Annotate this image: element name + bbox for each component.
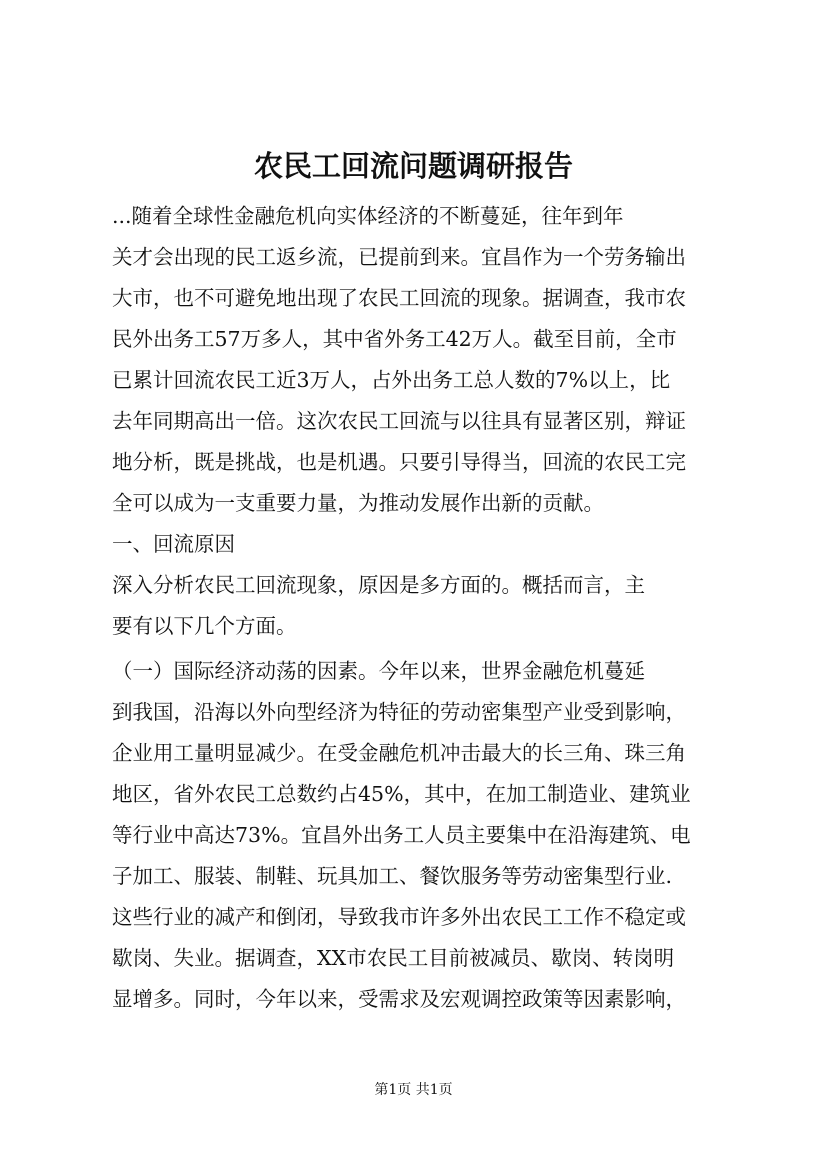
body-line: 大市，也不可避免地出现了农民工回流的现象。据调查，我市农 <box>112 286 686 310</box>
body-line: 显增多。同时，今年以来，受需求及宏观调控政策等因素影响， <box>112 987 686 1011</box>
body-line: 地分析，既是挑战，也是机遇。只要引导得当，回流的农民工完 <box>112 450 686 474</box>
body-line: 这些行业的减产和倒闭，导致我市许多外出农民工工作不稳定或 <box>112 905 686 929</box>
body-line: （一）国际经济动荡的因素。今年以来，世界金融危机蔓延 <box>112 659 645 683</box>
page-footer: 第1页 共1页 <box>374 1082 453 1098</box>
body-line: 歇岗、失业。据调查，XX市农民工目前被减员、歇岗、转岗明 <box>112 946 675 970</box>
section-heading: 一、回流原因 <box>112 532 235 556</box>
body-line: 子加工、服装、制鞋、玩具加工、餐饮服务等劳动密集型行业. <box>112 864 673 888</box>
document-body <box>112 196 732 1020</box>
body-line: 到我国，沿海以外向型经济为特征的劳动密集型产业受到影响， <box>112 700 686 724</box>
body-line: 深入分析农民工回流现象，原因是多方面的。概括而言，主 <box>112 573 645 597</box>
body-line: 已累计回流农民工近3万人，占外出务工总人数的7%以上，比 <box>112 368 671 392</box>
body-line: 企业用工量明显减少。在受金融危机冲击最大的长三角、珠三角 <box>112 741 686 765</box>
body-line: 全可以成为一支重要力量，为推动发展作出新的贡献。 <box>112 491 604 515</box>
body-line: 去年同期高出一倍。这次农民工回流与以往具有显著区别，辩证 <box>112 409 686 433</box>
body-line: 地区，省外农民工总数约占45%，其中，在加工制造业、建筑业 <box>112 782 691 806</box>
document-title: 农民工回流问题调研报告 <box>253 149 573 183</box>
body-line: 关才会出现的民工返乡流，已提前到来。宜昌作为一个劳务输出 <box>112 245 686 269</box>
body-line: ...随着全球性金融危机向实体经济的不断蔓延，往年到年 <box>112 204 624 228</box>
body-line: 民外出务工57万多人，其中省外务工42万人。截至目前，全市 <box>112 327 677 351</box>
body-line: 等行业中高达73%。宜昌外出务工人员主要集中在沿海建筑、电 <box>112 823 691 847</box>
body-line: 要有以下几个方面。 <box>112 614 297 638</box>
